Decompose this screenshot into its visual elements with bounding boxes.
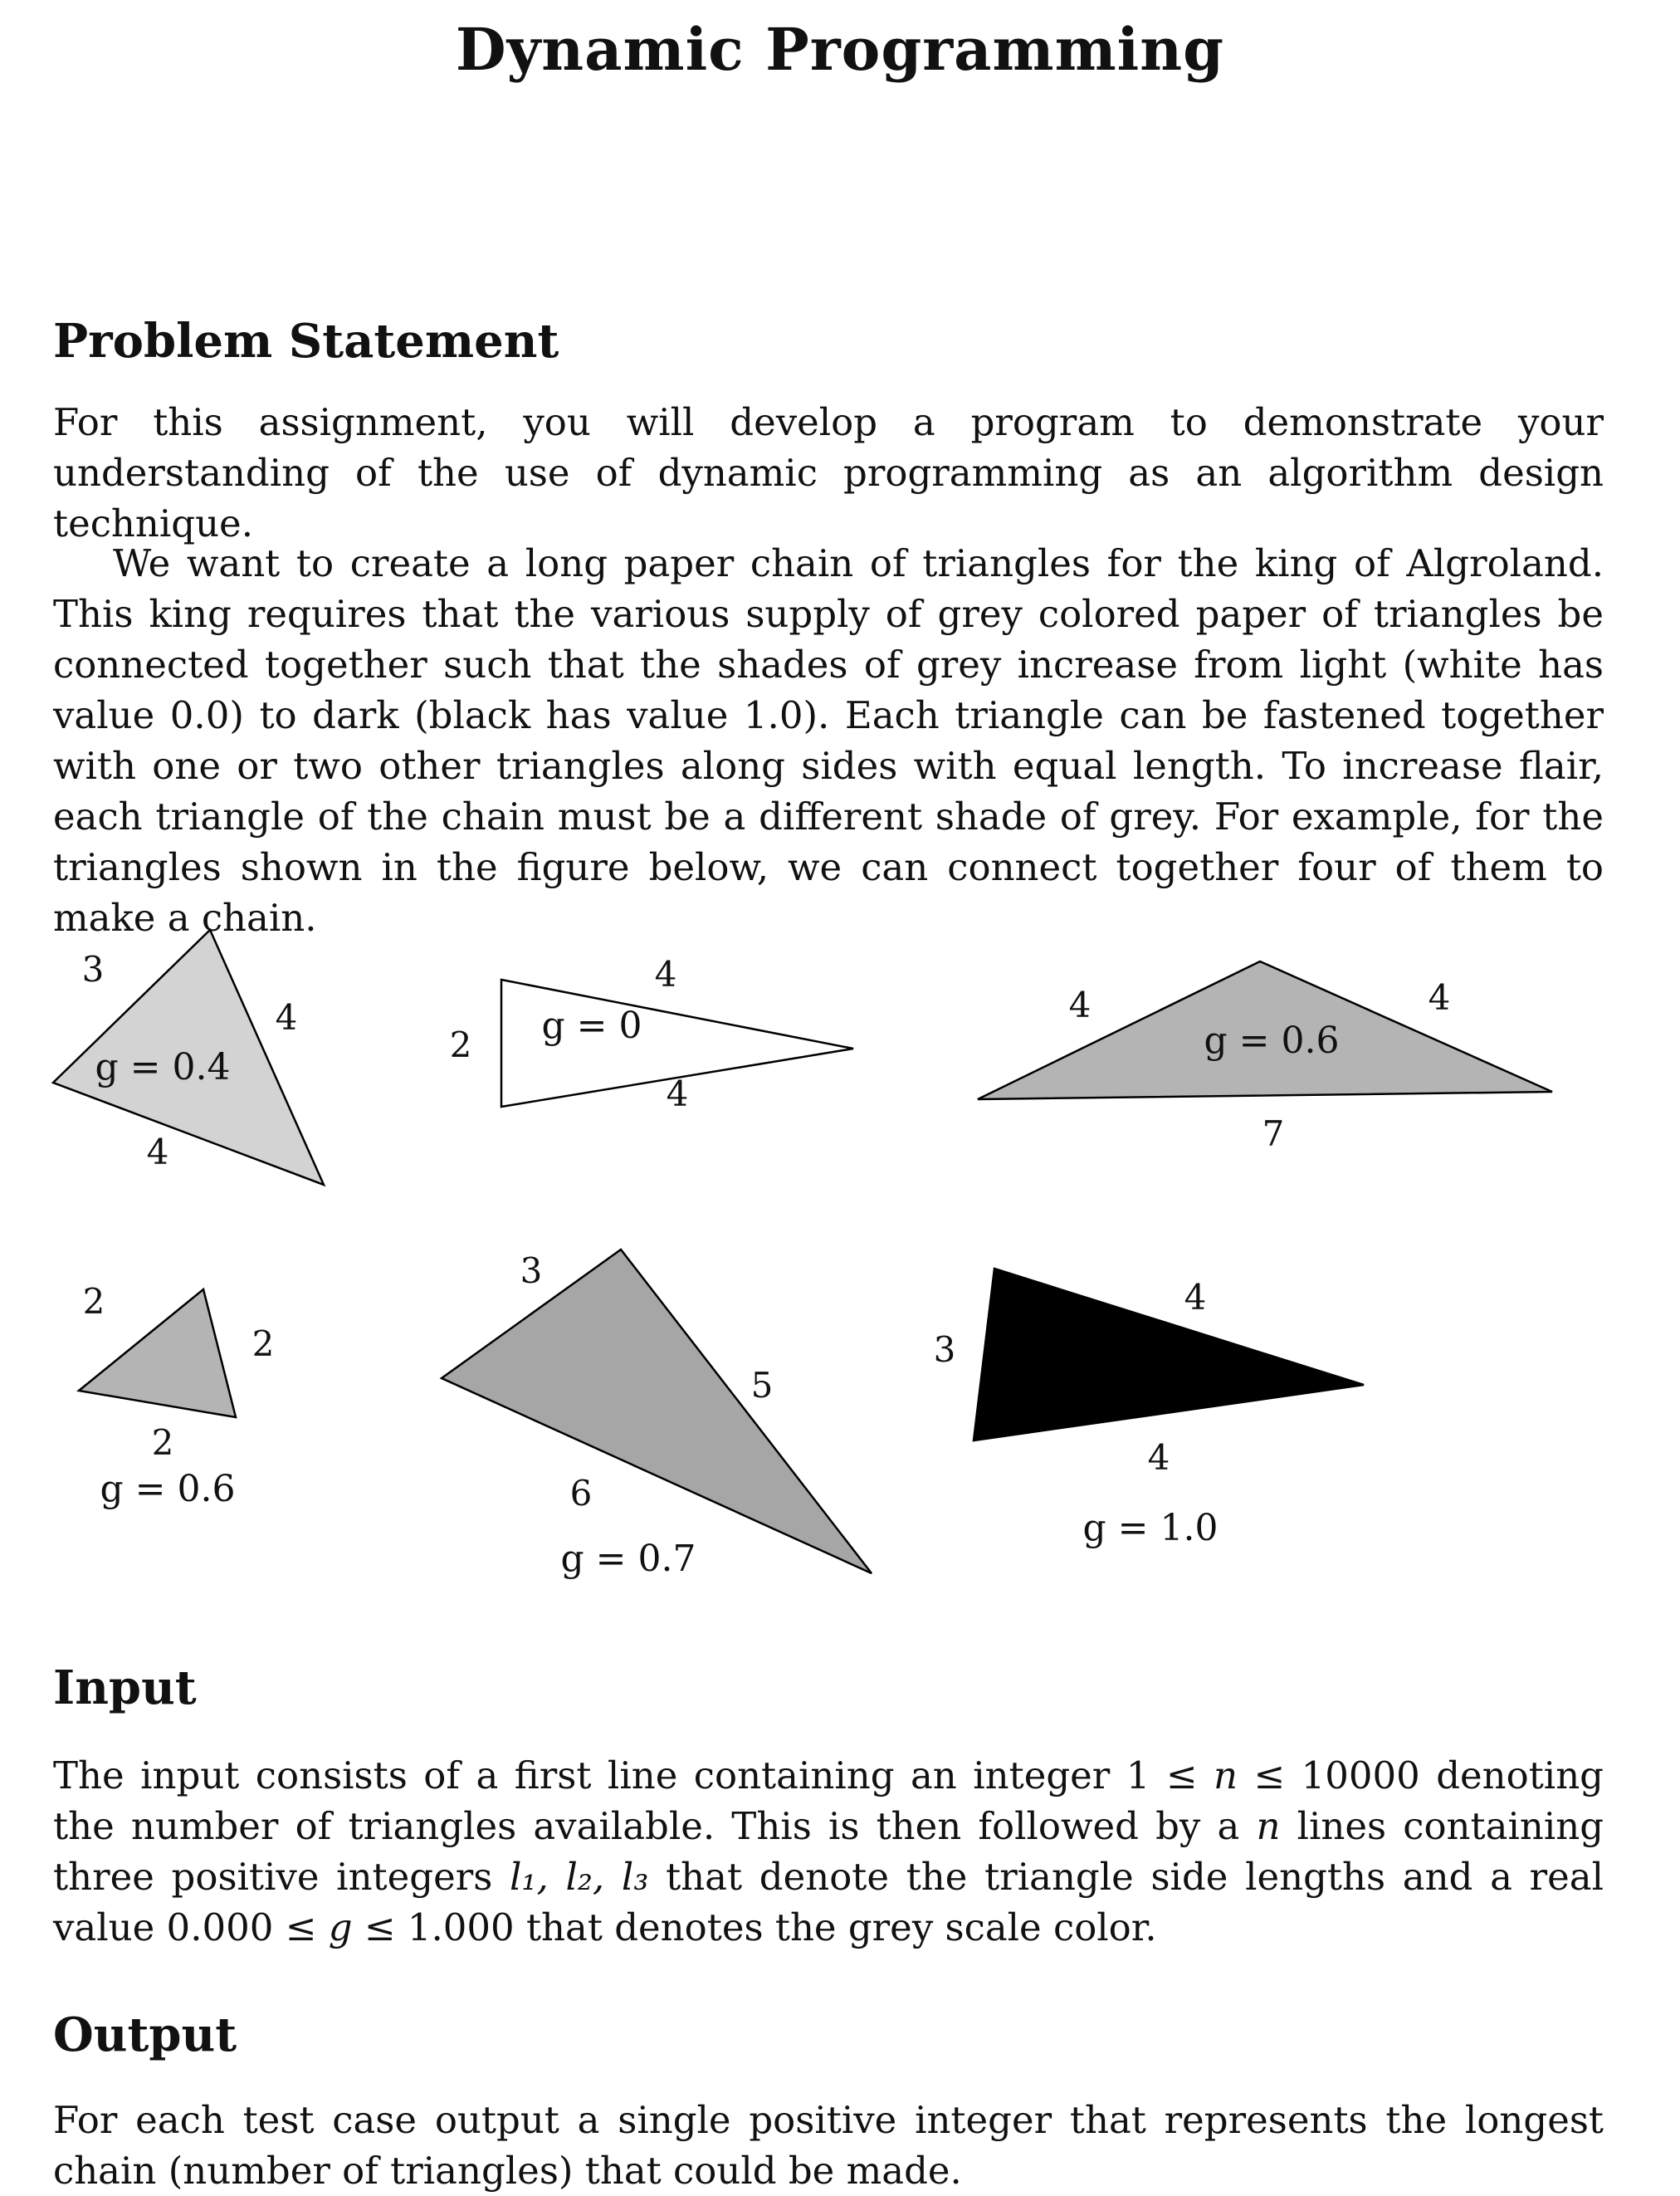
- triangle-5: [442, 1250, 872, 1580]
- input-text-1: The input consists of a first line containing an integer 1 ≤: [53, 1753, 1214, 1797]
- input-text-4: that denote the triangle side lengths and a real value 0.000 ≤: [53, 1855, 1604, 1949]
- input-vars-l: l₁, l₂, l₃: [510, 1855, 649, 1899]
- triangle-1-grey-label: g = 0.4: [95, 1046, 231, 1088]
- input-text-2: ≤ 10000 denoting the number of triangles available. This is then followed by a: [53, 1753, 1604, 1848]
- triangle-6: [934, 1269, 1364, 1549]
- triangle-2: [450, 954, 853, 1114]
- triangle-5-shape: [442, 1250, 872, 1573]
- triangle-6-side-a: 3: [933, 1329, 956, 1370]
- input-var-n2: n: [1256, 1804, 1281, 1848]
- triangle-1-side-b: 4: [275, 997, 298, 1038]
- triangle-5-side-a: 3: [520, 1250, 543, 1291]
- triangle-5-grey-label: g = 0.7: [560, 1538, 696, 1580]
- triangle-2-side-b: 4: [654, 954, 677, 995]
- triangle-4-grey-label: g = 0.6: [100, 1468, 236, 1510]
- triangle-4-side-c: 2: [151, 1422, 174, 1463]
- input-text-5: ≤ 1.000 that denotes the grey scale color.: [352, 1905, 1157, 1949]
- triangle-2-grey-label: g = 0: [541, 1005, 642, 1047]
- problem-intro-paragraph: For this assignment, you will develop a program to demonstrate your understanding of the use of dynamic programming as an algorithm design technique.: [53, 400, 1604, 545]
- triangle-5-side-c: 6: [569, 1473, 593, 1514]
- triangle-6-shape: [974, 1269, 1364, 1440]
- triangle-2-side-a: 2: [449, 1025, 472, 1065]
- triangle-6-side-c: 4: [1147, 1437, 1170, 1478]
- triangle-4-side-b: 2: [252, 1323, 275, 1364]
- triangle-3-grey-label: g = 0.6: [1204, 1020, 1340, 1062]
- input-text-3: lines containing three positive integers: [53, 1804, 1604, 1899]
- input-var-g: g: [328, 1905, 353, 1949]
- input-paragraph: [53, 1750, 1604, 1953]
- input-var-n1: n: [1214, 1753, 1238, 1797]
- output-paragraph: For each test case output a single positive integer that represents the longest chain (number of triangles) that could be made.: [53, 2098, 1604, 2193]
- triangle-4-side-a: 2: [82, 1281, 105, 1322]
- problem-statement-heading: Problem Statement: [53, 314, 559, 369]
- triangles-figure: [0, 913, 1680, 1627]
- page-title: Dynamic Programming: [455, 15, 1225, 84]
- triangle-6-grey-label: g = 1.0: [1082, 1507, 1218, 1549]
- triangle-1-side-a: 3: [81, 949, 105, 990]
- triangle-3-side-a: 4: [1068, 985, 1092, 1025]
- triangle-3-side-c: 7: [1262, 1113, 1285, 1154]
- triangle-5-side-b: 5: [750, 1365, 774, 1406]
- triangle-3: [978, 961, 1552, 1154]
- input-heading: Input: [53, 1660, 197, 1715]
- triangle-1-side-c: 4: [146, 1132, 169, 1172]
- problem-body-paragraph: We want to create a long paper chain of triangles for the king of Algroland. This king requires that the various supply of grey colored paper of triangles be connected together such that the shades of grey increase from light (white has value 0.0) to dark (black has value 1.0). Each triangle can be fastened together with one or two other triangles along sides with equal length. To increase flair, each triangle of the chain must be a different shade of grey. For example, for the triangles shown in the figure below, we can connect together four of them to make a chain.: [53, 541, 1604, 940]
- output-heading: Output: [53, 2008, 237, 2062]
- triangle-3-side-b: 4: [1428, 977, 1451, 1018]
- triangle-1: [53, 930, 324, 1185]
- triangle-2-side-c: 4: [666, 1074, 689, 1114]
- triangle-6-side-b: 4: [1184, 1277, 1207, 1318]
- triangle-4: [79, 1281, 274, 1510]
